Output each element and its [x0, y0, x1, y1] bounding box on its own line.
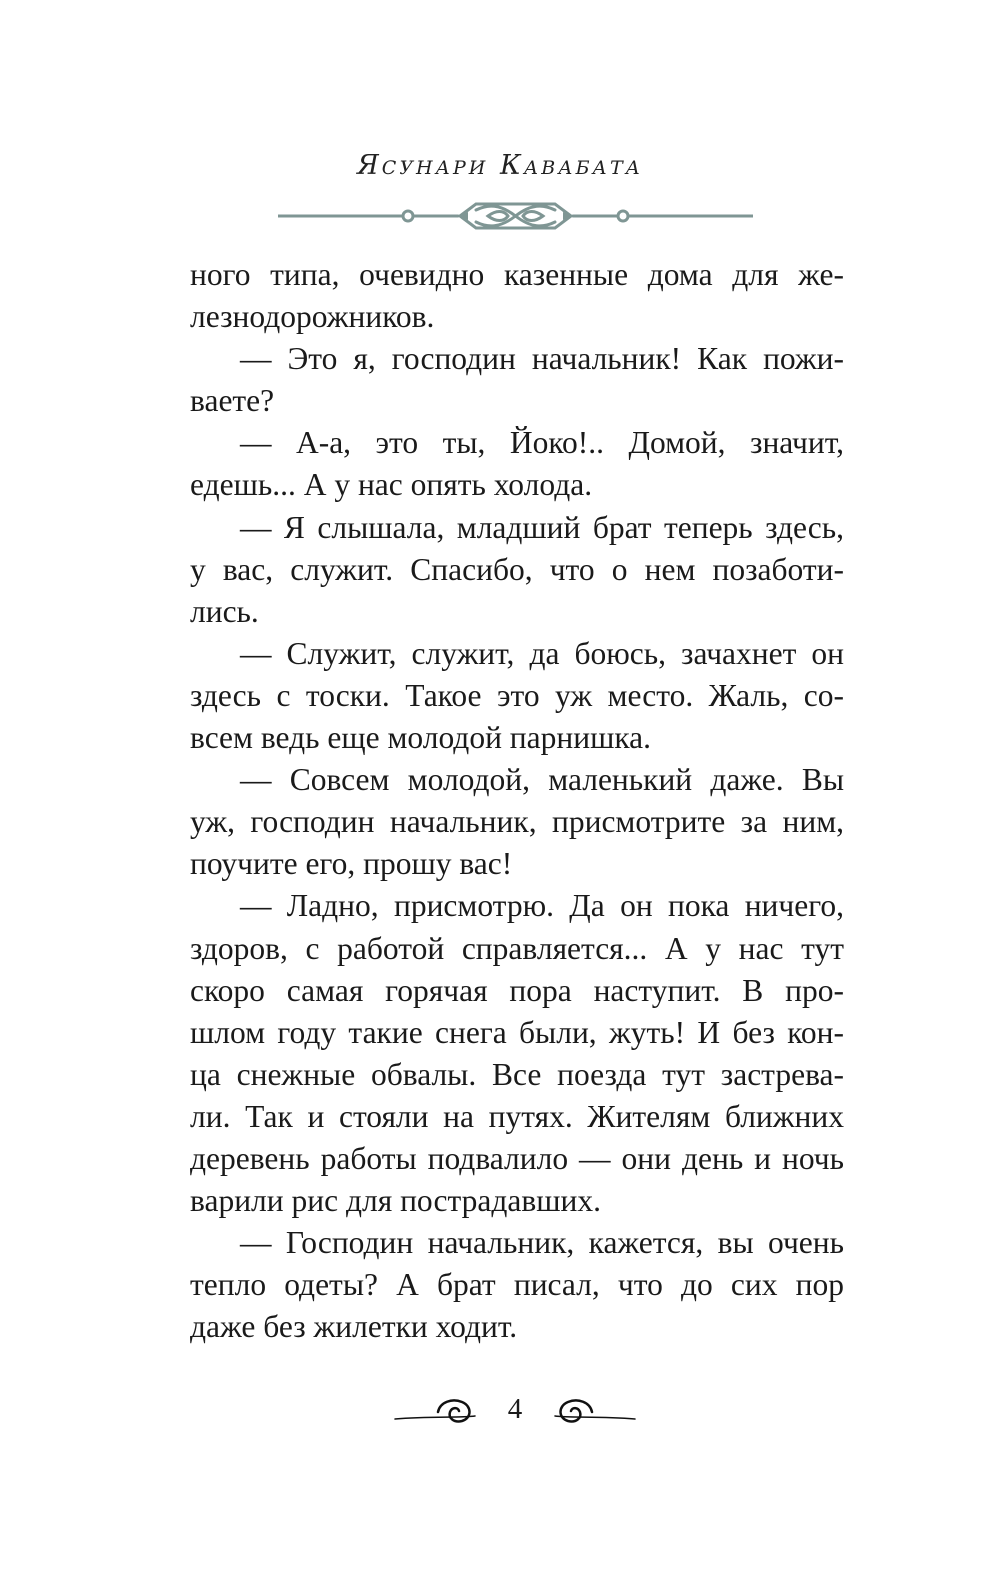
text-line: лись. — [190, 593, 259, 629]
text-line: — Служит, служит, да боюсь, зачахнет он — [240, 635, 844, 671]
text-line: варили рис для пострадавших. — [190, 1183, 601, 1219]
text-line: у вас, служит. Спасибо, что о нем позаботи- — [190, 551, 844, 587]
text-line: — Я слышала, младший брат теперь здесь, — [240, 509, 844, 545]
text-line: — Господин начальник, кажется, вы очень — [240, 1225, 844, 1261]
text-line: ваете? — [190, 383, 275, 419]
text-line: ли. Так и стояли на путях. Жителям ближних — [190, 1098, 844, 1134]
text-line: здесь с тоски. Такое это уж место. Жаль, со- — [190, 677, 844, 713]
text-line: даже без жилетки ходит. — [190, 1309, 518, 1345]
text-line: здоров, с работой справляется... А у нас тут — [190, 930, 844, 966]
text-line: шлом году такие снега были, жуть! И без кон- — [190, 1014, 844, 1050]
text-line: — Совсем молодой, маленький даже. Вы — [240, 762, 844, 798]
author-name: Ясунари Кавабата — [356, 150, 644, 181]
text-line: деревень работы подвалило — они день и ночь — [190, 1140, 844, 1176]
text-line: скоро самая горячая пора наступит. В про- — [190, 972, 844, 1008]
text-line: ца снежные обвалы. Все поезда тут застрева- — [190, 1056, 844, 1092]
text-line: — Это я, господин начальник! Как пожи- — [240, 341, 844, 377]
page-number: 4 — [507, 1393, 523, 1425]
header-ornament-icon — [278, 196, 753, 236]
body-text — [190, 254, 844, 1348]
text-line: лезнодорожников. — [190, 299, 435, 335]
text-line: тепло одеты? А брат писал, что до сих пор — [190, 1267, 844, 1303]
text-line: всем ведь еще молодой парнишка. — [190, 720, 652, 756]
running-header — [0, 150, 1000, 181]
text-line: — Ладно, присмотрю. Да он пока ничего, — [240, 888, 844, 924]
text-line: поучите его, прошу вас! — [190, 846, 513, 882]
text-line: уж, господин начальник, присмотрите за ним, — [190, 804, 844, 840]
text-line: ного типа, очевидно казенные дома для же- — [190, 257, 844, 292]
text-line: — А-а, это ты, Йоко!.. Домой, значит, — [240, 425, 844, 461]
text-line: едешь... А у нас опять холода. — [190, 467, 593, 503]
